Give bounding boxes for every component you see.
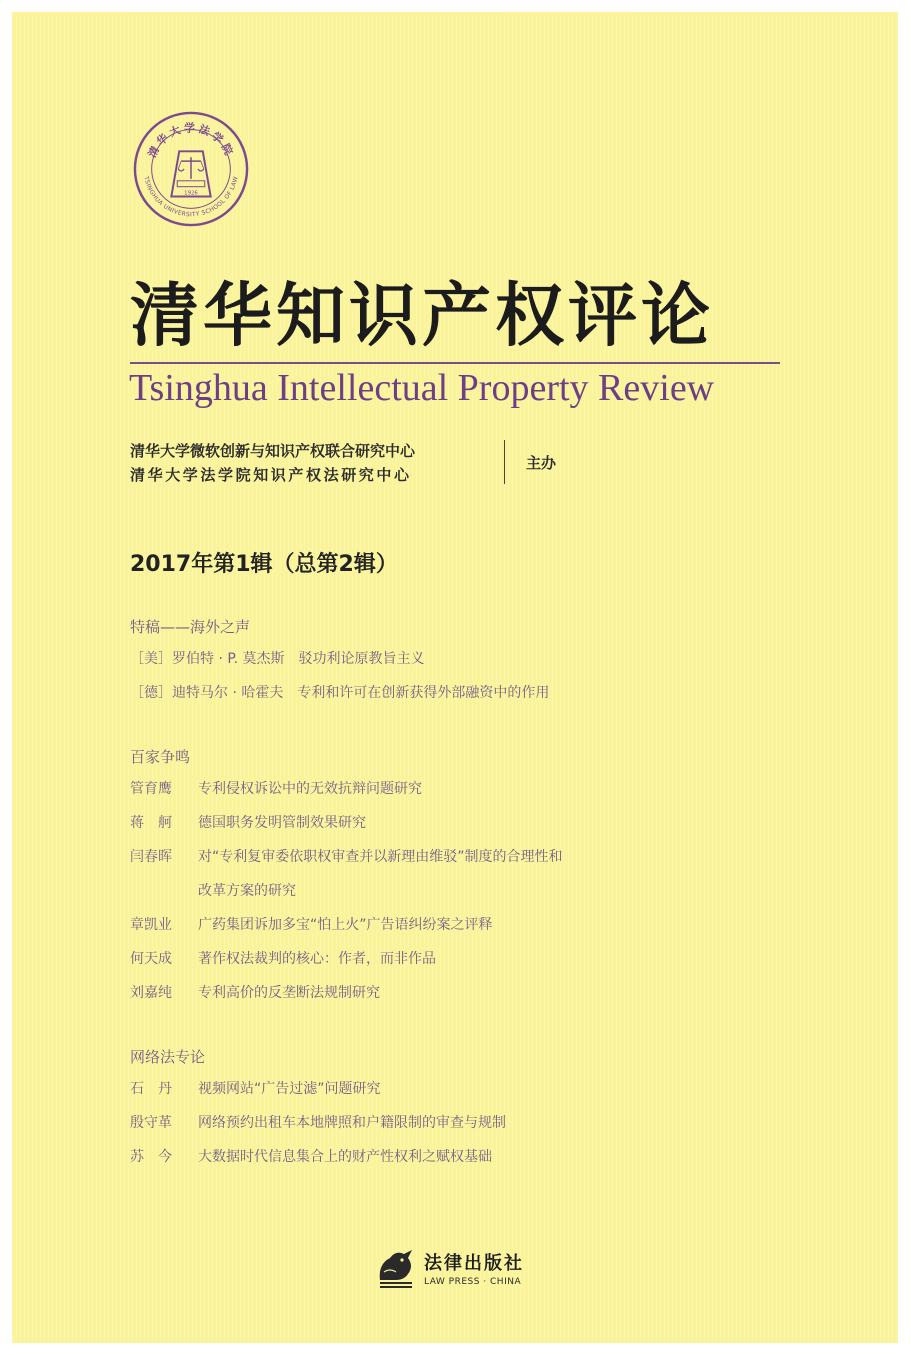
toc-section-heading: 网络法专论 (130, 1048, 206, 1066)
toc-title: 德国职务发明管制效果研究 (198, 815, 366, 831)
toc-title: 驳功利论原教旨主义 (298, 651, 425, 667)
law-press-unicorn-logo-icon (374, 1246, 418, 1290)
toc-entry (130, 1140, 830, 1174)
toc-gap (130, 710, 830, 742)
publisher-name-cn: 法律出版社 (424, 1253, 524, 1274)
toc-title: 视频网站“广告过滤”问题研究 (198, 1081, 381, 1097)
toc-gap (130, 1010, 830, 1042)
tsinghua-law-seal-icon (132, 110, 250, 228)
toc-author: 蒋 舸 (130, 815, 172, 831)
toc-author: 章凯业 (130, 917, 172, 933)
toc-title: 专利高价的反垄断法规制研究 (198, 985, 380, 1001)
toc-entry (130, 976, 830, 1010)
toc-author: 管育鹰 (130, 781, 172, 797)
toc-section-heading: 百家争鸣 (130, 748, 191, 766)
table-of-contents (130, 612, 830, 1174)
toc-title: 专利和许可在创新获得外部融资中的作用 (297, 685, 550, 701)
toc-title: 著作权法裁判的核心：作者，而非作品 (198, 951, 436, 967)
toc-title: 对“专利复审委依职权审查并以新理由维驳”制度的合理性和 (198, 849, 563, 865)
toc-title: 网络预约出租车本地牌照和户籍限制的审查与规制 (198, 1115, 506, 1131)
seal-name-en: TSINGHUA UNIVERSITY SCHOOL OF LAW (142, 175, 240, 219)
sponsor-divider (504, 440, 505, 484)
title-en: Tsinghua Intellectual Property Review (129, 367, 715, 409)
toc-author: 刘嘉纯 (130, 985, 172, 1001)
toc-title: 大数据时代信息集合上的财产性权利之赋权基础 (198, 1149, 492, 1165)
toc-author: 殷守革 (130, 1115, 172, 1131)
toc-entry (130, 642, 830, 676)
toc-entry (130, 676, 830, 710)
toc-entry (130, 772, 830, 806)
toc-entry (130, 840, 830, 874)
publisher-name-en: LAW PRESS · CHINA (424, 1277, 522, 1287)
title-cn: 清华知识产权评论 (130, 275, 714, 356)
sponsor-role: 主办 (526, 454, 557, 472)
sponsor-line-1: 清华大学微软创新与知识产权联合研究中心 (130, 442, 416, 460)
toc-author: ［德］迪特马尔 · 哈霍夫 (130, 685, 284, 701)
svg-text:清华大学法学院 (145, 121, 238, 160)
toc-entry (130, 942, 830, 976)
toc-author: 何天成 (130, 951, 172, 967)
seal-name-cn: 清华大学法学院 (145, 121, 237, 160)
toc-title: 广药集团诉加多宝“怕上火”广告语纠纷案之评释 (198, 917, 493, 933)
toc-author: ［美］罗伯特 · P. 莫杰斯 (130, 651, 285, 667)
toc-title: 专利侵权诉讼中的无效抗辩问题研究 (198, 781, 422, 797)
toc-entry (130, 1106, 830, 1140)
publisher (374, 1246, 524, 1290)
toc-entry (130, 1072, 830, 1106)
sponsor-line-2: 清华大学法学院知识产权法研究中心 (130, 466, 412, 484)
sponsors (130, 439, 415, 487)
toc-title-continuation: 改革方案的研究 (198, 883, 296, 899)
toc-section-heading: 特稿——海外之声 (130, 618, 251, 636)
title-divider (130, 362, 780, 364)
book-cover (12, 12, 898, 1343)
toc-entry-continuation (130, 874, 830, 908)
toc-author: 石 丹 (130, 1081, 172, 1097)
issue-number: 2017年第1辑（总第2辑） (130, 552, 398, 577)
seal-year: 1926 (184, 190, 198, 197)
toc-entry (130, 908, 830, 942)
toc-author: 苏 今 (130, 1149, 172, 1165)
toc-author: 闫春晖 (130, 849, 172, 865)
toc-entry (130, 806, 830, 840)
